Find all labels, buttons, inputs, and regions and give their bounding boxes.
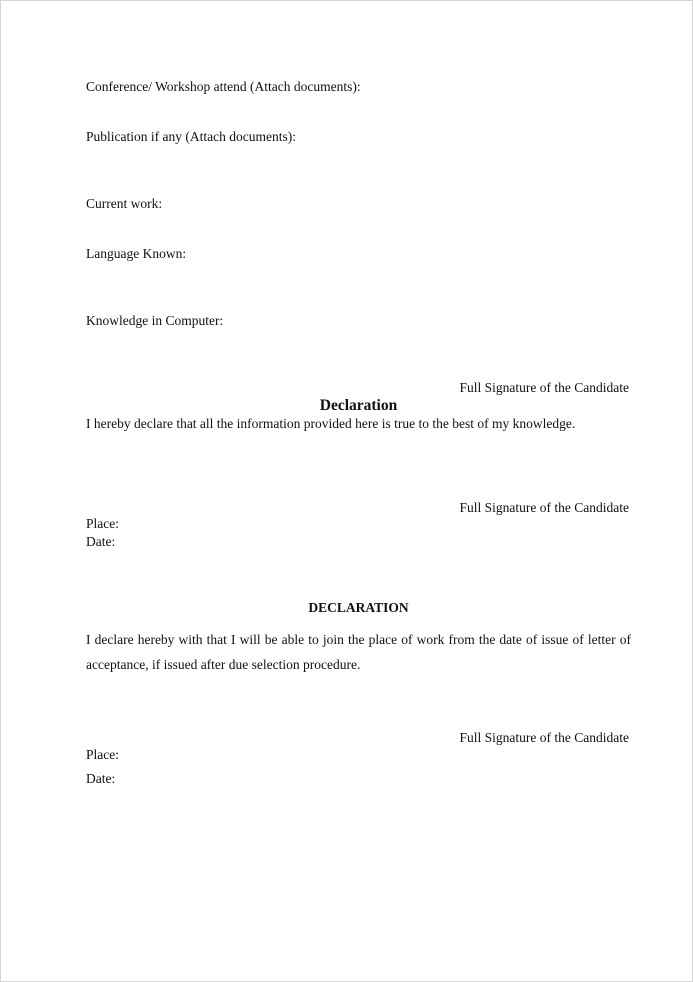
place-label-1: Place: — [86, 516, 119, 531]
place-label-2: Place: — [86, 747, 119, 762]
conference-workshop-field-label: Conference/ Workshop attend (Attach documents): — [86, 79, 361, 94]
language-known-field-label: Language Known: — [86, 246, 187, 261]
declaration-uppercase-heading: DECLARATION — [308, 600, 409, 615]
publication-field-label: Publication if any (Attach documents): — [86, 129, 296, 144]
declaration-heading: Declaration — [319, 397, 398, 414]
date-label-2: Date: — [86, 771, 116, 786]
signature-label-1: Full Signature of the Candidate — [459, 380, 629, 395]
current-work-field-label: Current work: — [86, 196, 163, 211]
signature-label-2: Full Signature of the Candidate — [459, 500, 629, 515]
date-label-1: Date: — [86, 534, 116, 549]
declaration-text: I hereby declare that all the information provided here is true to the best of my knowledge. — [86, 416, 576, 431]
joining-declaration-text: I declare hereby with that I will be able to join the place of work from the date of issue of letter of acceptance, if issued after due selection procedure. — [86, 632, 631, 672]
signature-label-3: Full Signature of the Candidate — [459, 730, 629, 745]
computer-knowledge-field-label: Knowledge in Computer: — [86, 313, 224, 328]
